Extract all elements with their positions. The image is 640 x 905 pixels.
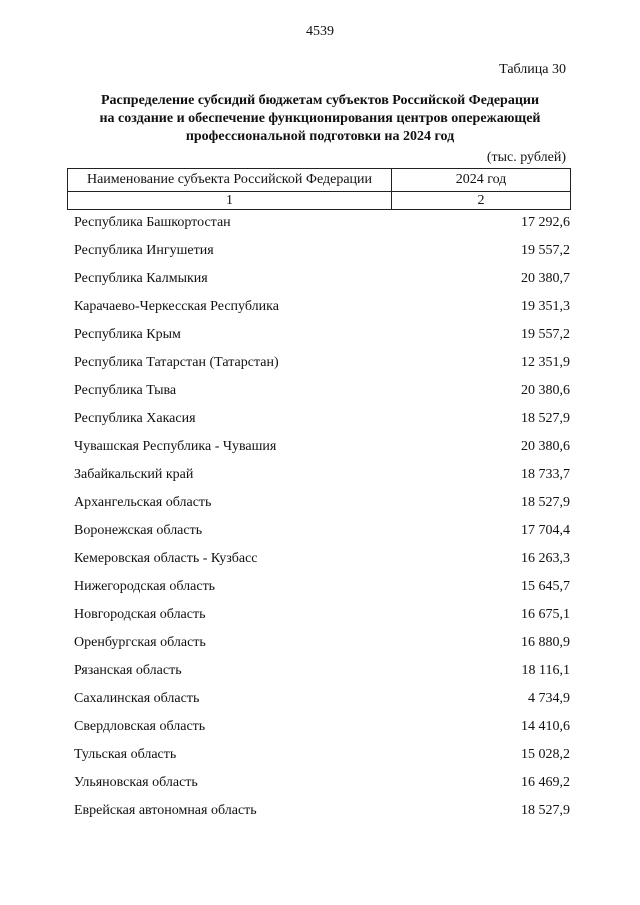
- region-name: Еврейская автономная область: [74, 803, 257, 818]
- region-name: Ульяновская область: [74, 775, 198, 790]
- title-line: профессиональной подготовки на 2024 год: [185, 129, 455, 144]
- table-row: [74, 657, 570, 685]
- units-label: (тыс. рублей): [486, 150, 566, 165]
- subsidy-value: 4 734,9: [528, 691, 570, 706]
- header-year: 2024 год: [392, 169, 571, 192]
- subsidy-value: 16 675,1: [521, 607, 570, 622]
- subsidy-value: 12 351,9: [521, 355, 570, 370]
- subsidy-value: 20 380,7: [521, 271, 570, 286]
- table-row: [74, 797, 570, 825]
- region-name: Карачаево-Черкесская Республика: [74, 299, 279, 314]
- table-row: [74, 321, 570, 349]
- table-row: [74, 629, 570, 657]
- region-name: Республика Башкортостан: [74, 215, 231, 230]
- subsidy-value: 20 380,6: [521, 383, 570, 398]
- subsidy-value: 15 645,7: [521, 579, 570, 594]
- table-row: [74, 293, 570, 321]
- subsidy-value: 18 116,1: [521, 663, 570, 678]
- region-name: Республика Тыва: [74, 383, 177, 398]
- region-name: Республика Крым: [74, 327, 181, 342]
- table-row: [74, 545, 570, 573]
- table-row: [74, 769, 570, 797]
- region-name: Сахалинская область: [74, 691, 200, 706]
- region-name: Нижегородская область: [74, 579, 216, 594]
- table-row: [74, 685, 570, 713]
- region-name: Архангельская область: [74, 495, 212, 510]
- subsidy-value: 18 733,7: [521, 467, 570, 482]
- region-name: Республика Калмыкия: [74, 271, 208, 286]
- table-title: [70, 92, 570, 146]
- region-name: Новгородская область: [74, 607, 206, 622]
- region-name: Воронежская область: [74, 523, 203, 538]
- region-name: Забайкальский край: [74, 467, 194, 482]
- subsidy-value: 17 292,6: [521, 215, 570, 230]
- subsidy-value: 16 263,3: [521, 551, 570, 566]
- region-name: Чувашская Республика - Чувашия: [74, 439, 277, 454]
- region-name: Республика Татарстан (Татарстан): [74, 355, 279, 370]
- region-name: Кемеровская область - Кузбасс: [74, 551, 258, 566]
- region-name: Рязанская область: [74, 663, 182, 678]
- region-name: Свердловская область: [74, 719, 206, 734]
- region-name: Оренбургская область: [74, 635, 206, 650]
- page-number: 4539: [306, 24, 334, 39]
- subsidy-value: 18 527,9: [521, 803, 570, 818]
- table-row: [74, 741, 570, 769]
- region-name: Республика Хакасия: [74, 411, 196, 426]
- table-row: [74, 517, 570, 545]
- table-label: Таблица 30: [499, 62, 566, 77]
- subsidy-value: 16 880,9: [521, 635, 570, 650]
- title-line: Распределение субсидий бюджетам субъектов Российской Федерации: [100, 93, 540, 108]
- title-line: на создание и обеспечение функционирования центров опережающей: [99, 111, 541, 126]
- table-body: [74, 209, 570, 825]
- subsidy-value: 19 557,2: [521, 243, 570, 258]
- subsidy-value: 19 557,2: [521, 327, 570, 342]
- header-region-name: Наименование субъекта Российской Федерации: [68, 169, 392, 192]
- table-row: [74, 349, 570, 377]
- table-row: [74, 377, 570, 405]
- table-header: [67, 168, 571, 210]
- table-row: [74, 405, 570, 433]
- header-column-number: 1: [68, 192, 392, 210]
- table-row: [74, 461, 570, 489]
- table-row: [74, 573, 570, 601]
- table-row: [74, 489, 570, 517]
- table-row: [74, 433, 570, 461]
- subsidy-value: 20 380,6: [521, 439, 570, 454]
- subsidy-value: 16 469,2: [521, 775, 570, 790]
- table-row: [74, 265, 570, 293]
- table-row: [74, 713, 570, 741]
- header-column-number: 2: [392, 192, 571, 210]
- region-name: Тульская область: [74, 747, 177, 762]
- subsidy-value: 15 028,2: [521, 747, 570, 762]
- subsidy-value: 19 351,3: [521, 299, 570, 314]
- table-row: [74, 209, 570, 237]
- table-row: [74, 601, 570, 629]
- table-row: [74, 237, 570, 265]
- subsidy-value: 14 410,6: [521, 719, 570, 734]
- subsidy-value: 17 704,4: [521, 523, 570, 538]
- subsidy-value: 18 527,9: [521, 411, 570, 426]
- subsidy-value: 18 527,9: [521, 495, 570, 510]
- region-name: Республика Ингушетия: [74, 243, 214, 258]
